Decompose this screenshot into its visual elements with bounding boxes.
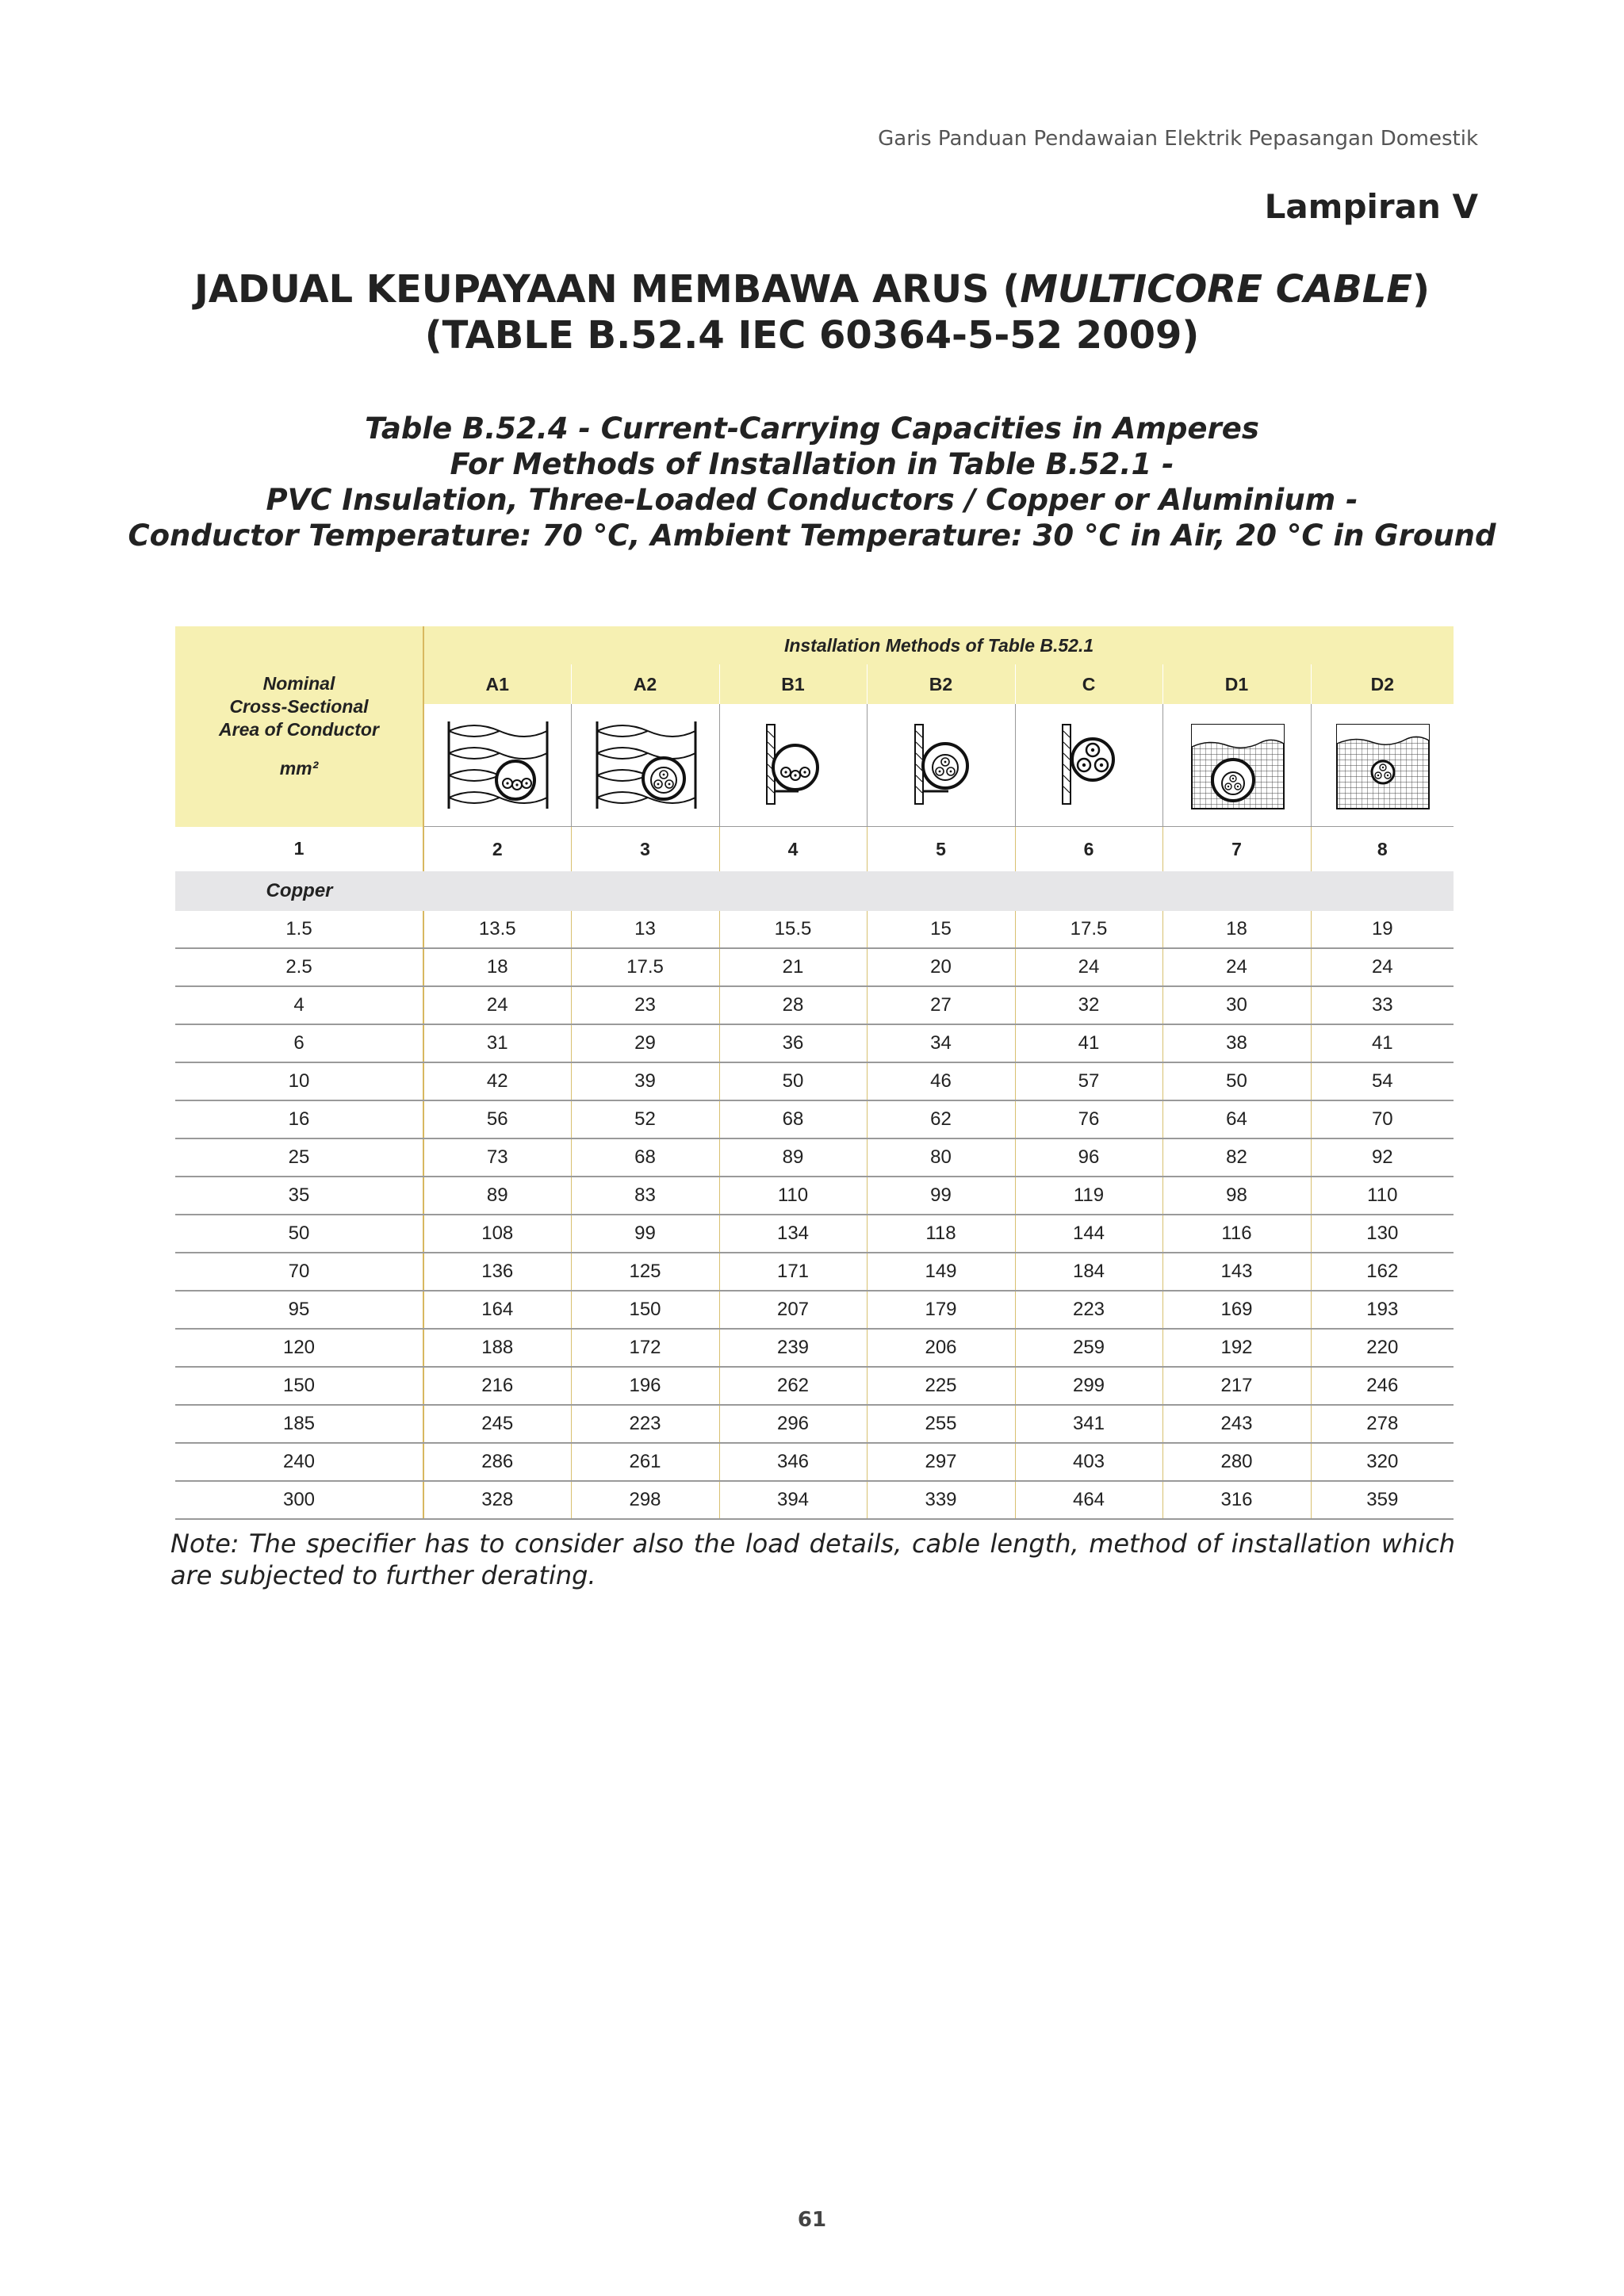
table-row [175, 1329, 1454, 1367]
capacity-cell: 18 [423, 948, 571, 986]
title-italic: MULTICORE CABLE [1020, 267, 1413, 312]
capacity-cell: 116 [1162, 1215, 1311, 1253]
table-body [175, 911, 1454, 1519]
method-d2-illustration [1311, 704, 1454, 827]
capacity-cell: 261 [571, 1443, 719, 1481]
capacity-cell: 24 [1162, 948, 1311, 986]
capacity-cell: 33 [1311, 986, 1454, 1024]
table-row [175, 986, 1454, 1024]
capacity-cell: 280 [1162, 1443, 1311, 1481]
table-caption [0, 411, 1624, 553]
table-row [175, 1481, 1454, 1519]
capacity-cell: 286 [423, 1443, 571, 1481]
header-row-group [175, 626, 1454, 664]
title-prefix: JADUAL KEUPAYAAN MEMBAWA ARUS ( [193, 267, 1021, 312]
table-row [175, 1138, 1454, 1177]
capacity-cell: 341 [1015, 1405, 1162, 1443]
capacity-cell: 17.5 [571, 948, 719, 986]
capacity-cell: 41 [1311, 1024, 1454, 1062]
capacity-cell: 99 [867, 1177, 1015, 1215]
capacity-cell: 98 [1162, 1177, 1311, 1215]
ground-duct-icon [1178, 715, 1297, 815]
corner-line-1: Nominal [262, 673, 335, 695]
capacity-cell: 34 [867, 1024, 1015, 1062]
table-row [175, 1405, 1454, 1443]
capacity-cell: 36 [719, 1024, 867, 1062]
table-row [175, 1253, 1454, 1291]
capacity-cell: 13.5 [423, 911, 571, 948]
insulated-wall-multicore-conduit-icon [586, 715, 705, 815]
section-fill [423, 871, 1454, 911]
table-row [175, 1100, 1454, 1138]
capacity-cell: 27 [867, 986, 1015, 1024]
capacity-cell: 172 [571, 1329, 719, 1367]
capacity-cell: 136 [423, 1253, 571, 1291]
capacity-cell: 339 [867, 1481, 1015, 1519]
table-row [175, 1062, 1454, 1100]
wall-conduit-icon [733, 715, 852, 815]
column-number: 8 [1311, 827, 1454, 872]
size-cell: 2.5 [175, 948, 423, 986]
method-c-illustration [1015, 704, 1162, 827]
caption-line-3: PVC Insulation, Three-Loaded Conductors / Copper or Aluminium - [266, 483, 1358, 517]
capacity-cell: 83 [571, 1177, 719, 1215]
capacity-cell: 130 [1311, 1215, 1454, 1253]
running-header: Garis Panduan Pendawaian Elektrik Pepasangan Domestik [878, 127, 1478, 151]
capacity-cell: 184 [1015, 1253, 1162, 1291]
table-row [175, 1177, 1454, 1215]
table-row [175, 1024, 1454, 1062]
capacity-cell: 70 [1311, 1100, 1454, 1138]
capacity-cell: 262 [719, 1367, 867, 1405]
table-row [175, 1215, 1454, 1253]
title-suffix: ) [1412, 267, 1431, 312]
capacity-cell: 217 [1162, 1367, 1311, 1405]
size-cell: 300 [175, 1481, 423, 1519]
capacity-cell: 42 [423, 1062, 571, 1100]
capacity-cell: 150 [571, 1291, 719, 1329]
capacity-cell: 80 [867, 1138, 1015, 1177]
method-b2: B2 [867, 664, 1015, 704]
capacity-cell: 89 [423, 1177, 571, 1215]
capacity-cell: 23 [571, 986, 719, 1024]
method-a2-illustration [571, 704, 719, 827]
size-cell: 50 [175, 1215, 423, 1253]
capacity-cell: 144 [1015, 1215, 1162, 1253]
capacity-cell: 179 [867, 1291, 1015, 1329]
wall-conduit-multicore-icon [882, 715, 1001, 815]
capacity-cell: 56 [423, 1100, 571, 1138]
size-cell: 240 [175, 1443, 423, 1481]
capacity-cell: 110 [719, 1177, 867, 1215]
capacity-cell: 50 [1162, 1062, 1311, 1100]
capacity-cell: 17.5 [1015, 911, 1162, 948]
capacity-cell: 54 [1311, 1062, 1454, 1100]
size-cell: 4 [175, 986, 423, 1024]
capacity-cell: 171 [719, 1253, 867, 1291]
capacity-cell: 89 [719, 1138, 867, 1177]
capacity-cell: 21 [719, 948, 867, 986]
capacity-cell: 108 [423, 1215, 571, 1253]
capacity-cell: 296 [719, 1405, 867, 1443]
capacity-cell: 92 [1311, 1138, 1454, 1177]
capacity-cell: 243 [1162, 1405, 1311, 1443]
table-row [175, 948, 1454, 986]
capacity-cell: 15.5 [719, 911, 867, 948]
corner-line-3: Area of Conductor [219, 719, 379, 740]
size-cell: 35 [175, 1177, 423, 1215]
column-number: 7 [1162, 827, 1311, 872]
capacity-cell: 316 [1162, 1481, 1311, 1519]
capacity-cell: 220 [1311, 1329, 1454, 1367]
capacity-cell: 119 [1015, 1177, 1162, 1215]
capacity-cell: 31 [423, 1024, 571, 1062]
table-row [175, 1291, 1454, 1329]
size-cell: 25 [175, 1138, 423, 1177]
capacity-cell: 19 [1311, 911, 1454, 948]
page-number: 61 [797, 2208, 827, 2232]
capacity-cell: 96 [1015, 1138, 1162, 1177]
capacity-cell: 346 [719, 1443, 867, 1481]
capacity-cell: 24 [1311, 948, 1454, 986]
size-cell: 150 [175, 1367, 423, 1405]
size-cell: 185 [175, 1405, 423, 1443]
capacity-cell: 403 [1015, 1443, 1162, 1481]
method-d1: D1 [1162, 664, 1311, 704]
column-number: 1 [175, 827, 423, 872]
capacity-cell: 320 [1311, 1443, 1454, 1481]
capacity-cell: 207 [719, 1291, 867, 1329]
table-row [175, 911, 1454, 948]
wall-clipped-cable-icon [1029, 715, 1148, 815]
size-cell: 95 [175, 1291, 423, 1329]
capacity-cell: 394 [719, 1481, 867, 1519]
caption-line-1: Table B.52.4 - Current-Carrying Capacities in Amperes [365, 411, 1259, 446]
caption-line-2: For Methods of Installation in Table B.52.1 - [450, 447, 1174, 481]
method-a1-illustration [423, 704, 571, 827]
capacity-cell: 164 [423, 1291, 571, 1329]
capacity-cell: 299 [1015, 1367, 1162, 1405]
method-b2-illustration [867, 704, 1015, 827]
size-cell: 10 [175, 1062, 423, 1100]
capacity-cell: 188 [423, 1329, 571, 1367]
size-cell: 120 [175, 1329, 423, 1367]
capacity-cell: 13 [571, 911, 719, 948]
section-row-copper [175, 871, 1454, 911]
capacity-cell: 20 [867, 948, 1015, 986]
capacity-cell: 464 [1015, 1481, 1162, 1519]
table-row [175, 1443, 1454, 1481]
capacity-cell: 41 [1015, 1024, 1162, 1062]
capacity-cell: 216 [423, 1367, 571, 1405]
column-number: 5 [867, 827, 1015, 872]
capacity-cell: 82 [1162, 1138, 1311, 1177]
capacity-cell: 223 [571, 1405, 719, 1443]
capacity-cell: 245 [423, 1405, 571, 1443]
size-cell: 16 [175, 1100, 423, 1138]
capacity-cell: 24 [423, 986, 571, 1024]
size-cell: 1.5 [175, 911, 423, 948]
insulated-wall-conduit-icon [438, 715, 557, 815]
method-d2: D2 [1311, 664, 1454, 704]
caption-line-4: Conductor Temperature: 70 °C, Ambient Temperature: 30 °C in Air, 20 °C in Ground [128, 519, 1496, 553]
capacity-cell: 239 [719, 1329, 867, 1367]
capacity-cell: 68 [571, 1138, 719, 1177]
capacity-cell: 297 [867, 1443, 1015, 1481]
capacity-cell: 162 [1311, 1253, 1454, 1291]
capacity-cell: 278 [1311, 1405, 1454, 1443]
capacity-cell: 57 [1015, 1062, 1162, 1100]
capacity-cell: 328 [423, 1481, 571, 1519]
unit-label: mm² [279, 758, 319, 779]
column-number: 6 [1015, 827, 1162, 872]
size-cell: 70 [175, 1253, 423, 1291]
capacity-cell: 246 [1311, 1367, 1454, 1405]
size-column-header [175, 626, 423, 827]
capacity-cell: 28 [719, 986, 867, 1024]
appendix-label: Lampiran V [1264, 187, 1478, 226]
capacity-cell: 29 [571, 1024, 719, 1062]
page-title [0, 266, 1624, 358]
ground-direct-buried-icon [1323, 715, 1442, 815]
capacity-cell: 169 [1162, 1291, 1311, 1329]
size-cell: 6 [175, 1024, 423, 1062]
title-line-2: (TABLE B.52.4 IEC 60364-5-52 2009) [424, 313, 1200, 358]
capacity-cell: 24 [1015, 948, 1162, 986]
table-note: Note: The specifier has to consider also the load details, cable length, method of installation which are subjected to further derating. [170, 1529, 1455, 1590]
capacity-cell: 125 [571, 1253, 719, 1291]
current-capacity-table [175, 626, 1454, 1520]
column-number: 2 [423, 827, 571, 872]
capacity-cell: 68 [719, 1100, 867, 1138]
capacity-cell: 18 [1162, 911, 1311, 948]
method-b1-illustration [719, 704, 867, 827]
capacity-cell: 225 [867, 1367, 1015, 1405]
capacity-cell: 110 [1311, 1177, 1454, 1215]
capacity-cell: 50 [719, 1062, 867, 1100]
capacity-cell: 134 [719, 1215, 867, 1253]
method-a1: A1 [485, 673, 509, 695]
capacity-cell: 73 [423, 1138, 571, 1177]
capacity-cell: 15 [867, 911, 1015, 948]
capacity-cell: 359 [1311, 1481, 1454, 1519]
method-c: C [1015, 664, 1162, 704]
method-d1-illustration [1162, 704, 1311, 827]
capacity-cell: 196 [571, 1367, 719, 1405]
capacity-cell: 62 [867, 1100, 1015, 1138]
capacity-cell: 298 [571, 1481, 719, 1519]
capacity-cell: 259 [1015, 1329, 1162, 1367]
column-number: 3 [571, 827, 719, 872]
capacity-cell: 76 [1015, 1100, 1162, 1138]
capacity-cell: 223 [1015, 1291, 1162, 1329]
installation-methods-header: Installation Methods of Table B.52.1 [783, 634, 1094, 656]
corner-line-2: Cross-Sectional [229, 696, 369, 718]
capacity-cell: 52 [571, 1100, 719, 1138]
capacity-cell: 118 [867, 1215, 1015, 1253]
capacity-cell: 99 [571, 1215, 719, 1253]
section-label-copper: Copper [175, 871, 423, 911]
capacity-cell: 149 [867, 1253, 1015, 1291]
method-b1: B1 [719, 664, 867, 704]
capacity-cell: 64 [1162, 1100, 1311, 1138]
capacity-cell: 38 [1162, 1024, 1311, 1062]
capacity-cell: 46 [867, 1062, 1015, 1100]
capacity-cell: 192 [1162, 1329, 1311, 1367]
capacity-cell: 30 [1162, 986, 1311, 1024]
column-number-row [175, 827, 1454, 872]
method-a2: A2 [571, 664, 719, 704]
table-row [175, 1367, 1454, 1405]
capacity-cell: 39 [571, 1062, 719, 1100]
title-line-1 [0, 266, 1624, 312]
capacity-cell: 255 [867, 1405, 1015, 1443]
column-number: 4 [719, 827, 867, 872]
capacity-cell: 32 [1015, 986, 1162, 1024]
capacity-cell: 193 [1311, 1291, 1454, 1329]
capacity-cell: 143 [1162, 1253, 1311, 1291]
capacity-cell: 206 [867, 1329, 1015, 1367]
